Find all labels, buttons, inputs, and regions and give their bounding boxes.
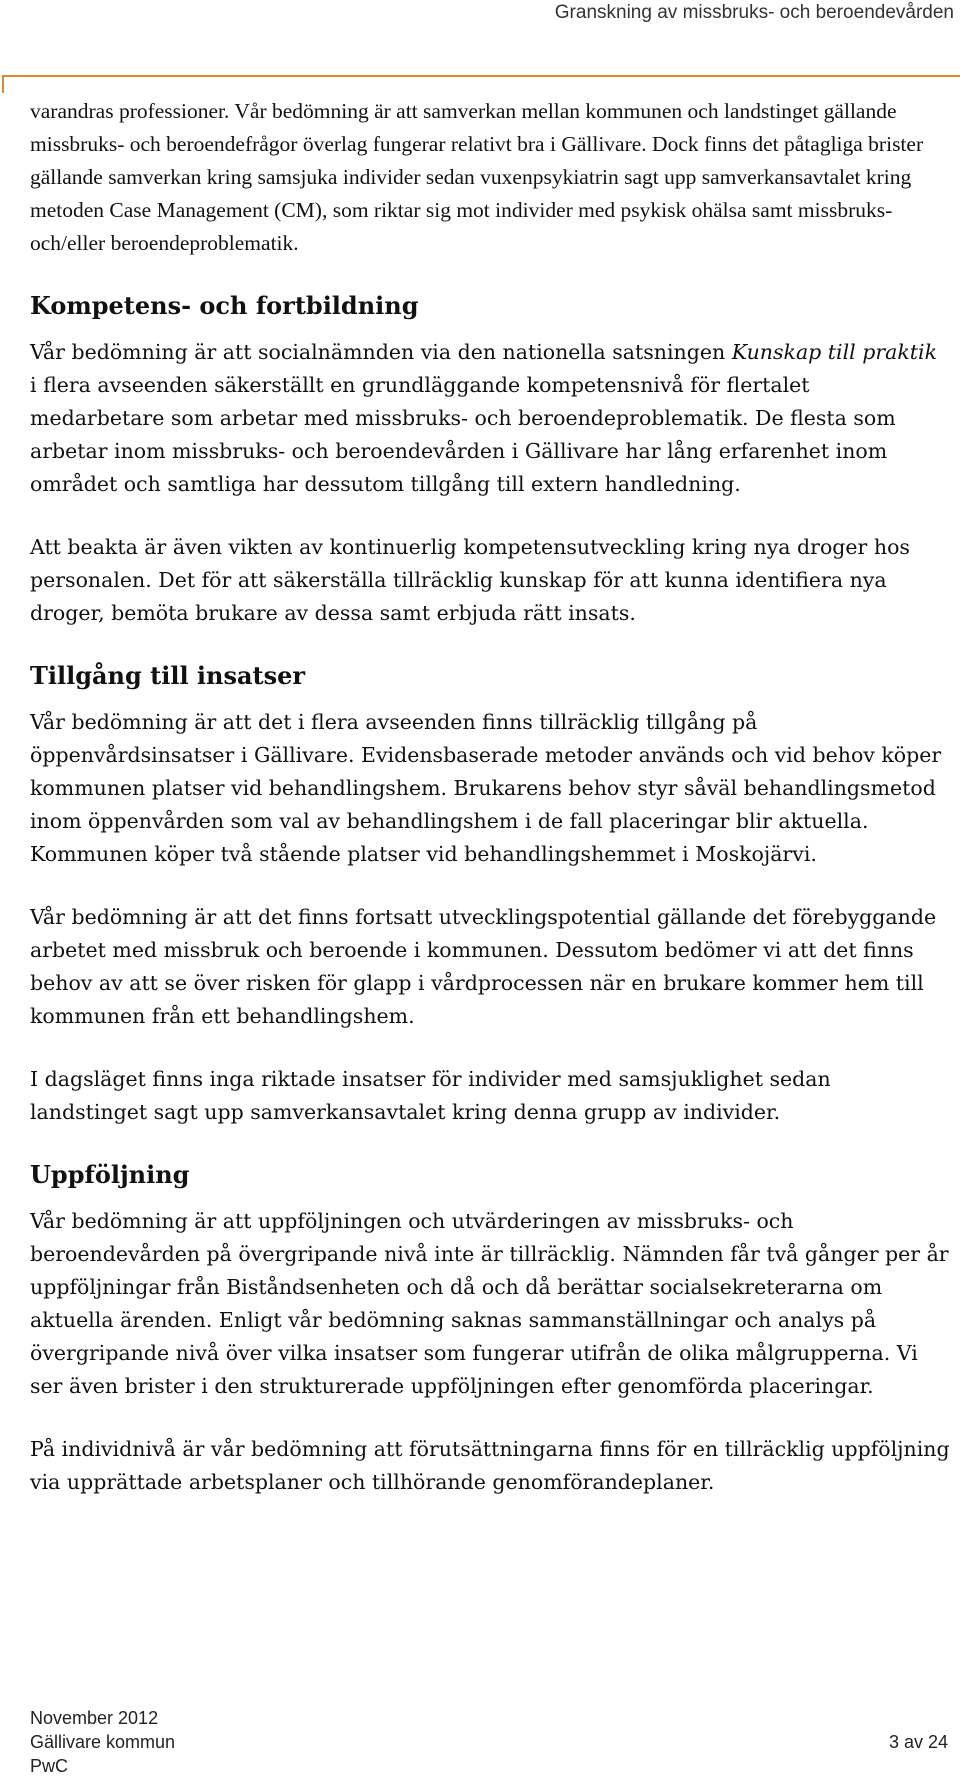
paragraph-tillgang-1: Vår bedömning är att det i flera avseenden finns tillräcklig tillgång på öppenvårdsinsatser i Gällivare. Evidensbaserade metoder används och vid behov köper kommunen platser vid behandlingshem. Brukarens behov styr såväl behandlingsmetod inom öppenvården som val av behandlingshem i de fall placeringar blir aktuella. Kommunen köper två stående platser vid behandlingshemmet i Moskojärvi. — [30, 710, 942, 866]
paragraph-intro: varandras professioner. Vår bedömning är att samverkan mellan kommunen och landstinget gällande missbruks- och beroendefrågor överlag fungerar relativt bra i Gällivare. Dock finns det påtagliga brister gällande samverkan kring samsjuka individer sedan vuxenpsykiatrin sagt upp samverkansavtalet kring metoden Case Management (CM), som riktar sig mot individer med psykisk ohälsa samt missbruks- och/eller beroendeproblematik. — [30, 99, 924, 255]
paragraph-uppfoljning-1: Vår bedömning är att uppföljningen och utvärderingen av missbruks- och beroendevården på övergripande nivå inte är tillräcklig. Nämnden får två gånger per år uppföljningar från Biståndsenheten och då och då berättar socialsekreterarna om aktuella ärenden. Enligt vår bedömning saknas sammanställningar och analys på övergripande nivå över vilka insatser som fungerar utifrån de olika målgrupperna. Vi ser även brister i den strukturerade uppföljningen efter genomförda placeringar. — [30, 1209, 949, 1398]
paragraph-kompetens-2: Att beakta är även vikten av kontinuerlig kompetensutveckling kring nya droger hos personalen. Det för att säkerställa tillräcklig kunskap för att kunna identifiera nya droger, bemöta brukare av dessa samt erbjuda rätt insats. — [30, 535, 910, 625]
heading-kompetens: Kompetens- och fortbildning — [30, 291, 419, 320]
paragraph-tillgang-2: Vår bedömning är att det finns fortsatt utvecklingspotential gällande det förebyggande arbetet med missbruk och beroende i kommunen. Dessutom bedömer vi att det finns behov av att se över risken för glapp i vårdprocessen när en brukare kommer hem till kommunen från ett behandlingshem. — [30, 905, 937, 1028]
footer-info — [30, 1706, 175, 1778]
emphasis-kunskap-till-praktik: Kunskap till praktik — [731, 340, 938, 364]
footer-municipality: Gällivare kommun — [30, 1732, 176, 1752]
heading-tillgang: Tillgång till insatser — [30, 661, 306, 690]
paragraph-tillgang-3: I dagsläget finns inga riktade insatser för individer med samsjuklighet sedan landstinget sagt upp samverkansavtalet kring denna grupp av individer. — [30, 1067, 831, 1124]
footer-company: PwC — [30, 1756, 69, 1776]
paragraph-uppfoljning-2: På individnivå är vår bedömning att förutsättningarna finns för en tillräcklig uppföljning via upprättade arbetsplaner och tillhörande genomförandeplaner. — [30, 1437, 950, 1494]
running-header-title: Granskning av missbruks- och beroendevården — [554, 2, 954, 23]
paragraph-kompetens-1 — [30, 336, 950, 501]
footer-date: November 2012 — [30, 1708, 159, 1728]
document-body — [30, 95, 950, 1529]
heading-uppfoljning: Uppföljning — [30, 1160, 190, 1189]
header-corner-rule — [2, 75, 960, 93]
paragraph-kompetens-1-start: Vår bedömning är att socialnämnden via den nationella satsningen — [30, 340, 732, 364]
paragraph-kompetens-1-end: i flera avseenden säkerställt en grundläggande kompetensnivå för flertalet medarbetare som arbetar med missbruks- och beroendeproblematik. De flesta som arbetar inom missbruks- och beroendevården i Gällivare har lång erfarenhet inom området och samtliga har dessutom tillgång till extern handledning. — [30, 373, 896, 496]
page-number: 3 av 24 — [888, 1732, 948, 1752]
